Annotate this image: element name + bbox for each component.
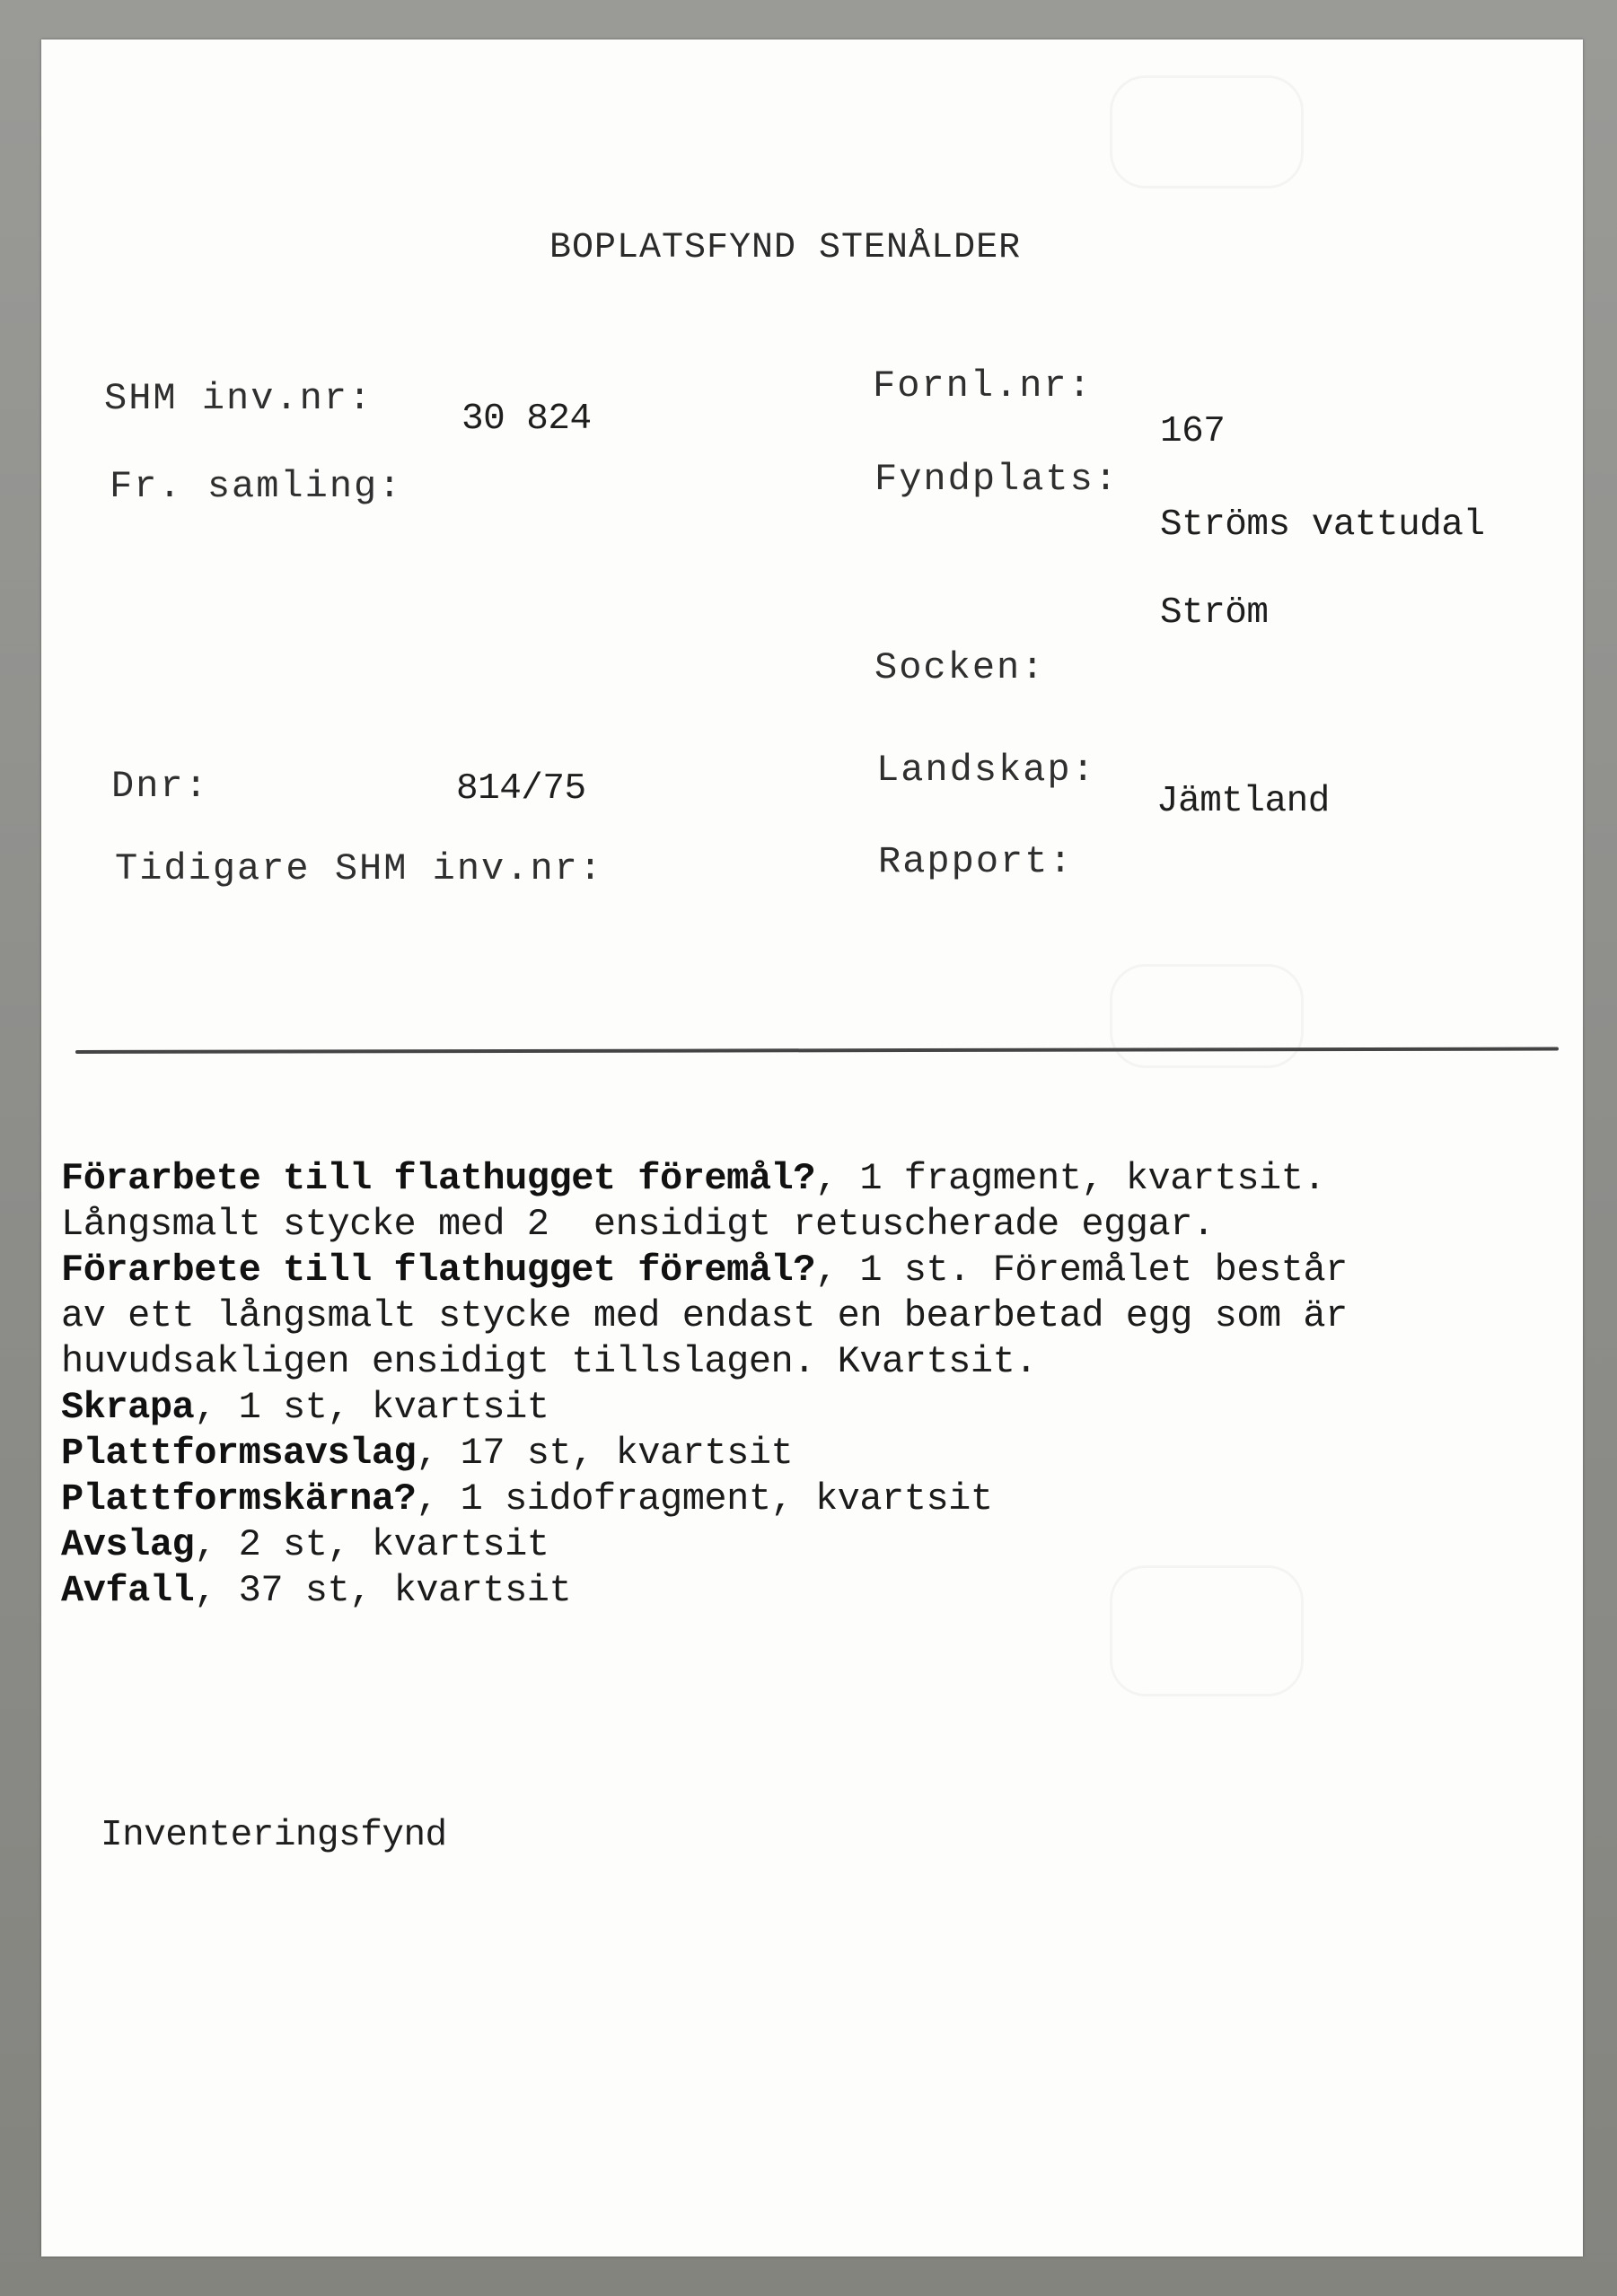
finds-line: Förarbete till flathugget föremål?, 1 fragment, kvartsit. — [61, 1157, 1326, 1200]
finds-line: av ett långsmalt stycke med endast en bearbetad egg som är — [61, 1294, 1348, 1337]
finds-description — [61, 1156, 1480, 1614]
fr-samling-label: Fr. samling: — [110, 465, 403, 508]
landskap-value: Jämtland — [1156, 781, 1330, 822]
fornl-label: Fornl.nr: — [873, 364, 1093, 407]
fornl-value: 167 — [1160, 411, 1226, 452]
finds-line: huvudsakligen ensidigt tillslagen. Kvartsit. — [61, 1340, 1037, 1383]
fyndplats-label: Fyndplats: — [874, 458, 1120, 501]
dnr-value: 814/75 — [456, 768, 586, 810]
socken-value: Ström — [1160, 592, 1269, 634]
landskap-label: Landskap: — [876, 749, 1096, 792]
show-through-mark — [1110, 964, 1304, 1068]
fyndplats-value: Ströms vattudal — [1160, 504, 1485, 546]
footer-note: Inventeringsfynd — [101, 1815, 447, 1856]
tidigare-shm-label: Tidigare SHM inv.nr: — [115, 847, 604, 890]
shm-inv-value: 30 824 — [461, 399, 592, 440]
shm-inv-label: SHM inv.nr: — [104, 377, 373, 420]
finds-line: Skrapa, 1 st, kvartsit — [61, 1386, 549, 1429]
finds-line: Långsmalt stycke med 2 ensidigt retuscherade eggar. — [61, 1203, 1215, 1246]
dnr-label: Dnr: — [111, 765, 209, 808]
finds-line: Plattformsavslag, 17 st, kvartsit — [61, 1432, 794, 1475]
finds-line: Avfall, 37 st, kvartsit — [61, 1569, 572, 1612]
rapport-label: Rapport: — [878, 840, 1074, 883]
finds-line: Plattformskärna?, 1 sidofragment, kvartsit — [61, 1477, 993, 1520]
finds-line: Förarbete till flathugget föremål?, 1 st. Föremålet består — [61, 1249, 1348, 1292]
catalog-card — [41, 39, 1583, 2257]
card-title: BOPLATSFYND STENÅLDER — [549, 228, 1022, 268]
socken-label: Socken: — [874, 646, 1046, 689]
show-through-mark — [1110, 75, 1304, 188]
finds-line: Avslag, 2 st, kvartsit — [61, 1523, 549, 1566]
